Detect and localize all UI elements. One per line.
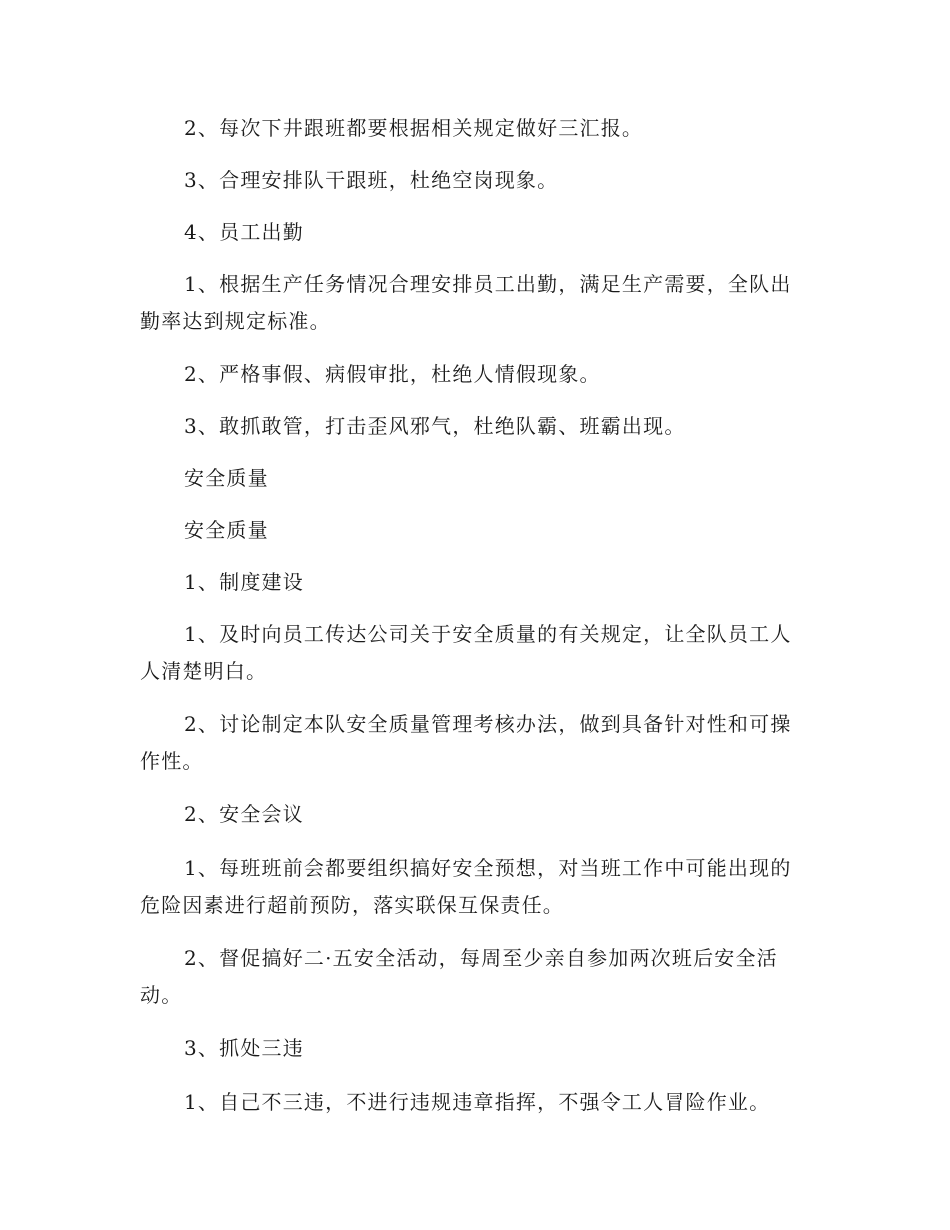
section-heading: 安全质量 bbox=[184, 466, 269, 490]
paragraph: 2、督促搞好二·五安全活动，每周至少亲自参加两次班后安全活动。 bbox=[140, 946, 778, 1007]
paragraph: 2、讨论制定本队安全质量管理考核办法，做到具备针对性和可操作性。 bbox=[140, 712, 792, 773]
paragraph: 3、合理安排队干跟班，杜绝空岗现象。 bbox=[184, 168, 559, 192]
paragraph: 1、及时向员工传达公司关于安全质量的有关规定，让全队员工人人清楚明白。 bbox=[140, 622, 792, 683]
paragraph: 1、每班班前会都要组织搞好安全预想，对当班工作中可能出现的危险因素进行超前预防，落实联保互保责任。 bbox=[140, 856, 792, 917]
section-heading: 4、员工出勤 bbox=[184, 220, 304, 244]
paragraph: 1、根据生产任务情况合理安排员工出勤，满足生产需要，全队出勤率达到规定标准。 bbox=[140, 272, 792, 333]
section-heading: 安全质量 bbox=[184, 518, 269, 542]
paragraph: 2、严格事假、病假审批，杜绝人情假现象。 bbox=[184, 362, 601, 386]
paragraph: 2、每次下井跟班都要根据相关规定做好三汇报。 bbox=[184, 116, 644, 140]
paragraph: 1、自己不三违，不进行违规违章指挥，不强令工人冒险作业。 bbox=[184, 1090, 771, 1114]
section-heading: 1、制度建设 bbox=[184, 570, 304, 594]
section-heading: 2、安全会议 bbox=[184, 802, 304, 826]
section-heading: 3、抓处三违 bbox=[184, 1036, 304, 1060]
paragraph: 3、敢抓敢管，打击歪风邪气，杜绝队霸、班霸出现。 bbox=[184, 414, 686, 438]
